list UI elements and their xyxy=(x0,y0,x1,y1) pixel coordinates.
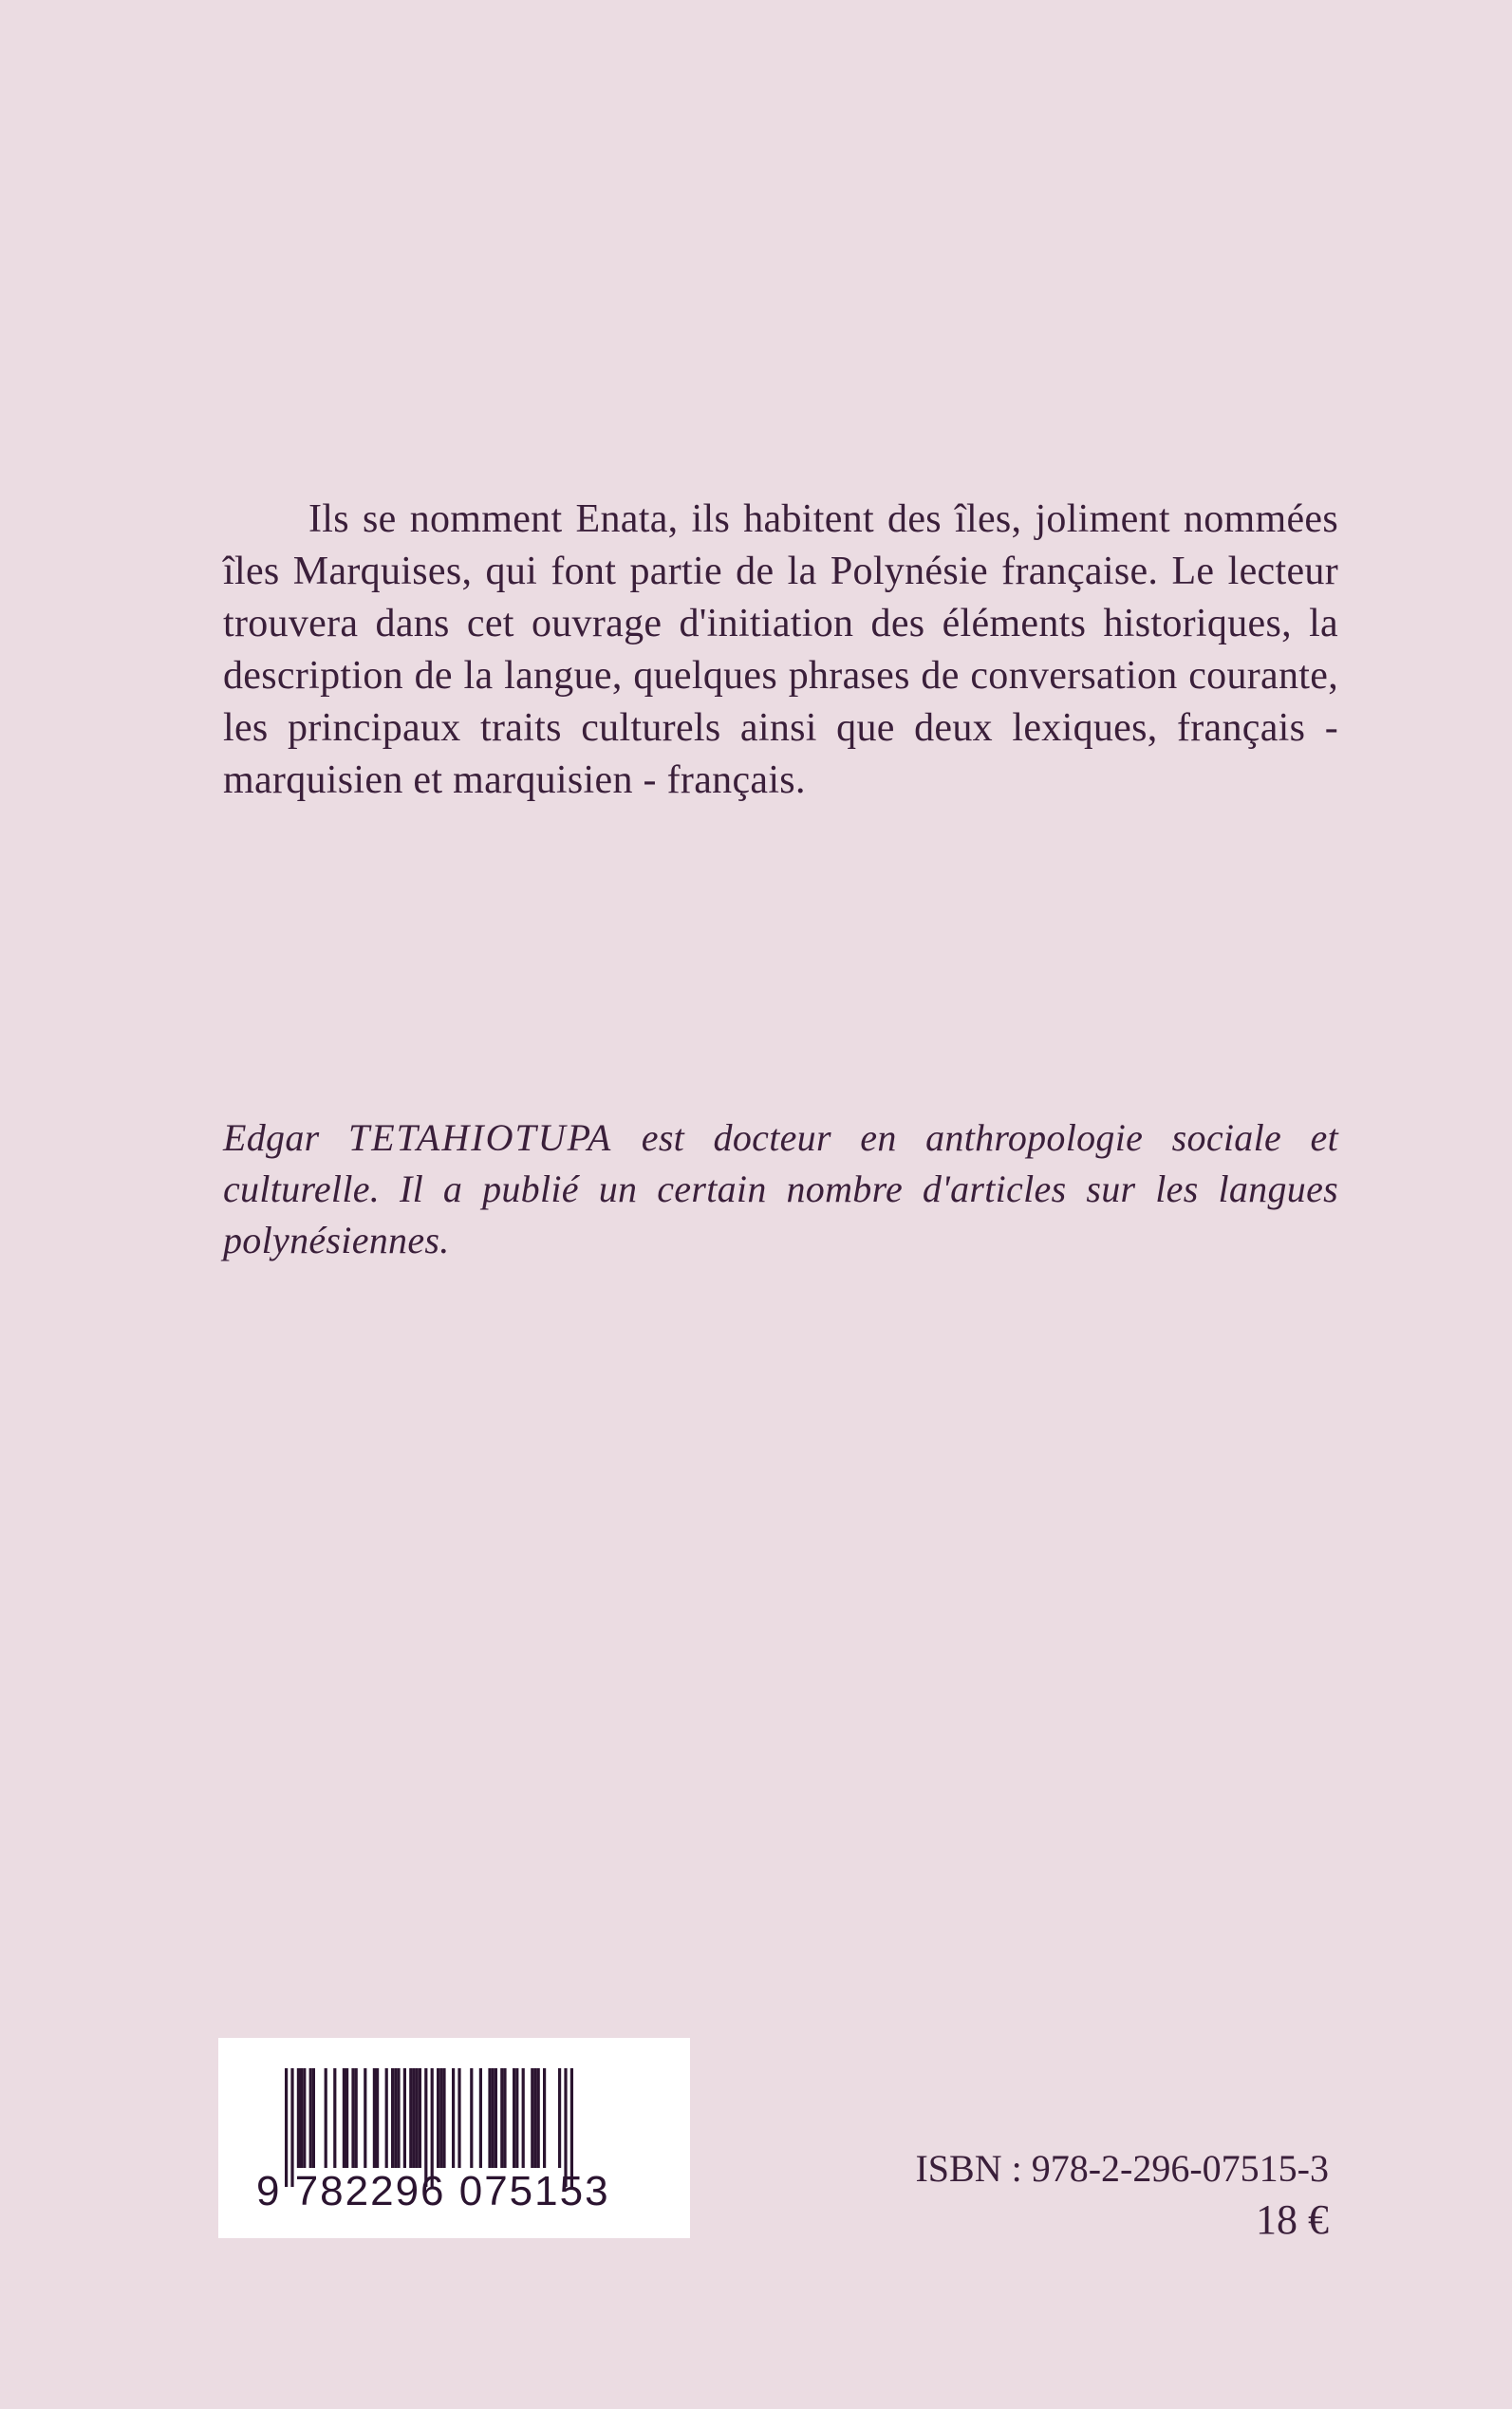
barcode-bar xyxy=(488,2068,491,2168)
barcode-bar xyxy=(533,2068,536,2168)
barcode-bar xyxy=(558,2068,561,2168)
barcode-bar xyxy=(409,2068,412,2168)
barcode-bar xyxy=(355,2068,358,2168)
author-last-name: TETAHIOTUPA xyxy=(347,1116,613,1159)
barcode-bar xyxy=(373,2068,376,2168)
barcode-bar xyxy=(300,2068,303,2168)
barcode-bar xyxy=(345,2068,348,2168)
barcode-bar xyxy=(309,2068,312,2168)
isbn: ISBN : 978-2-296-07515-3 xyxy=(915,2147,1329,2190)
author-bio xyxy=(223,1112,1338,1266)
barcode-bar xyxy=(500,2068,503,2168)
barcode-bar xyxy=(333,2068,336,2168)
barcode-bar xyxy=(479,2068,482,2168)
author-first-name: Edgar xyxy=(223,1116,348,1159)
barcode-bar xyxy=(397,2068,400,2168)
back-cover-blurb: Ils se nomment Enata, ils habitent des îles, joliment nommées îles Marquises, qui font partie de la Polynésie française. Le lecteur trouvera dans cet ouvrage d'initiation des éléments historiques, la description de la langue, quelques phrases de conversation courante, les principaux traits culturels ainsi que deux lexiques, français - marquisien et marquisien - français. xyxy=(223,497,1338,802)
barcode-bar xyxy=(537,2068,540,2168)
barcode-bar xyxy=(297,2068,300,2168)
barcode-digits: 9 782296 075153 xyxy=(256,2168,610,2214)
barcode-bar xyxy=(495,2068,497,2168)
barcode-bar xyxy=(419,2068,421,2168)
author-bio-text: est docteur en anthropologie sociale et culturelle. Il a publié un certain nombre d'articles sur les langues polynésiennes. xyxy=(223,1116,1338,1261)
barcode-bar xyxy=(343,2068,345,2168)
barcode-bar xyxy=(531,2068,533,2168)
barcode-bar xyxy=(394,2068,397,2168)
barcode-bar xyxy=(522,2068,525,2168)
barcode-bar xyxy=(439,2068,442,2168)
barcode-bar xyxy=(442,2068,445,2168)
barcode-bar xyxy=(452,2068,455,2168)
barcode-bar xyxy=(364,2068,366,2168)
barcode-bar xyxy=(457,2068,460,2168)
barcode-bar xyxy=(312,2068,315,2168)
barcode-bar xyxy=(513,2068,515,2168)
barcode-bar xyxy=(325,2068,327,2168)
barcode-bar xyxy=(376,2068,379,2168)
barcode-bar xyxy=(416,2068,419,2168)
barcode-bar xyxy=(391,2068,394,2168)
barcode-bar xyxy=(351,2068,354,2168)
barcode-bar xyxy=(437,2068,439,2168)
barcode-bar xyxy=(543,2068,546,2168)
barcode-bar xyxy=(515,2068,518,2168)
barcode-bar xyxy=(492,2068,495,2168)
barcode-bar xyxy=(403,2068,406,2168)
barcode xyxy=(218,2038,690,2238)
price: 18 € xyxy=(1256,2196,1329,2243)
barcode-bar xyxy=(470,2068,473,2168)
barcode-bar xyxy=(503,2068,506,2168)
barcode-bar xyxy=(385,2068,388,2168)
barcode-bar xyxy=(303,2068,306,2168)
barcode-bar xyxy=(412,2068,415,2168)
